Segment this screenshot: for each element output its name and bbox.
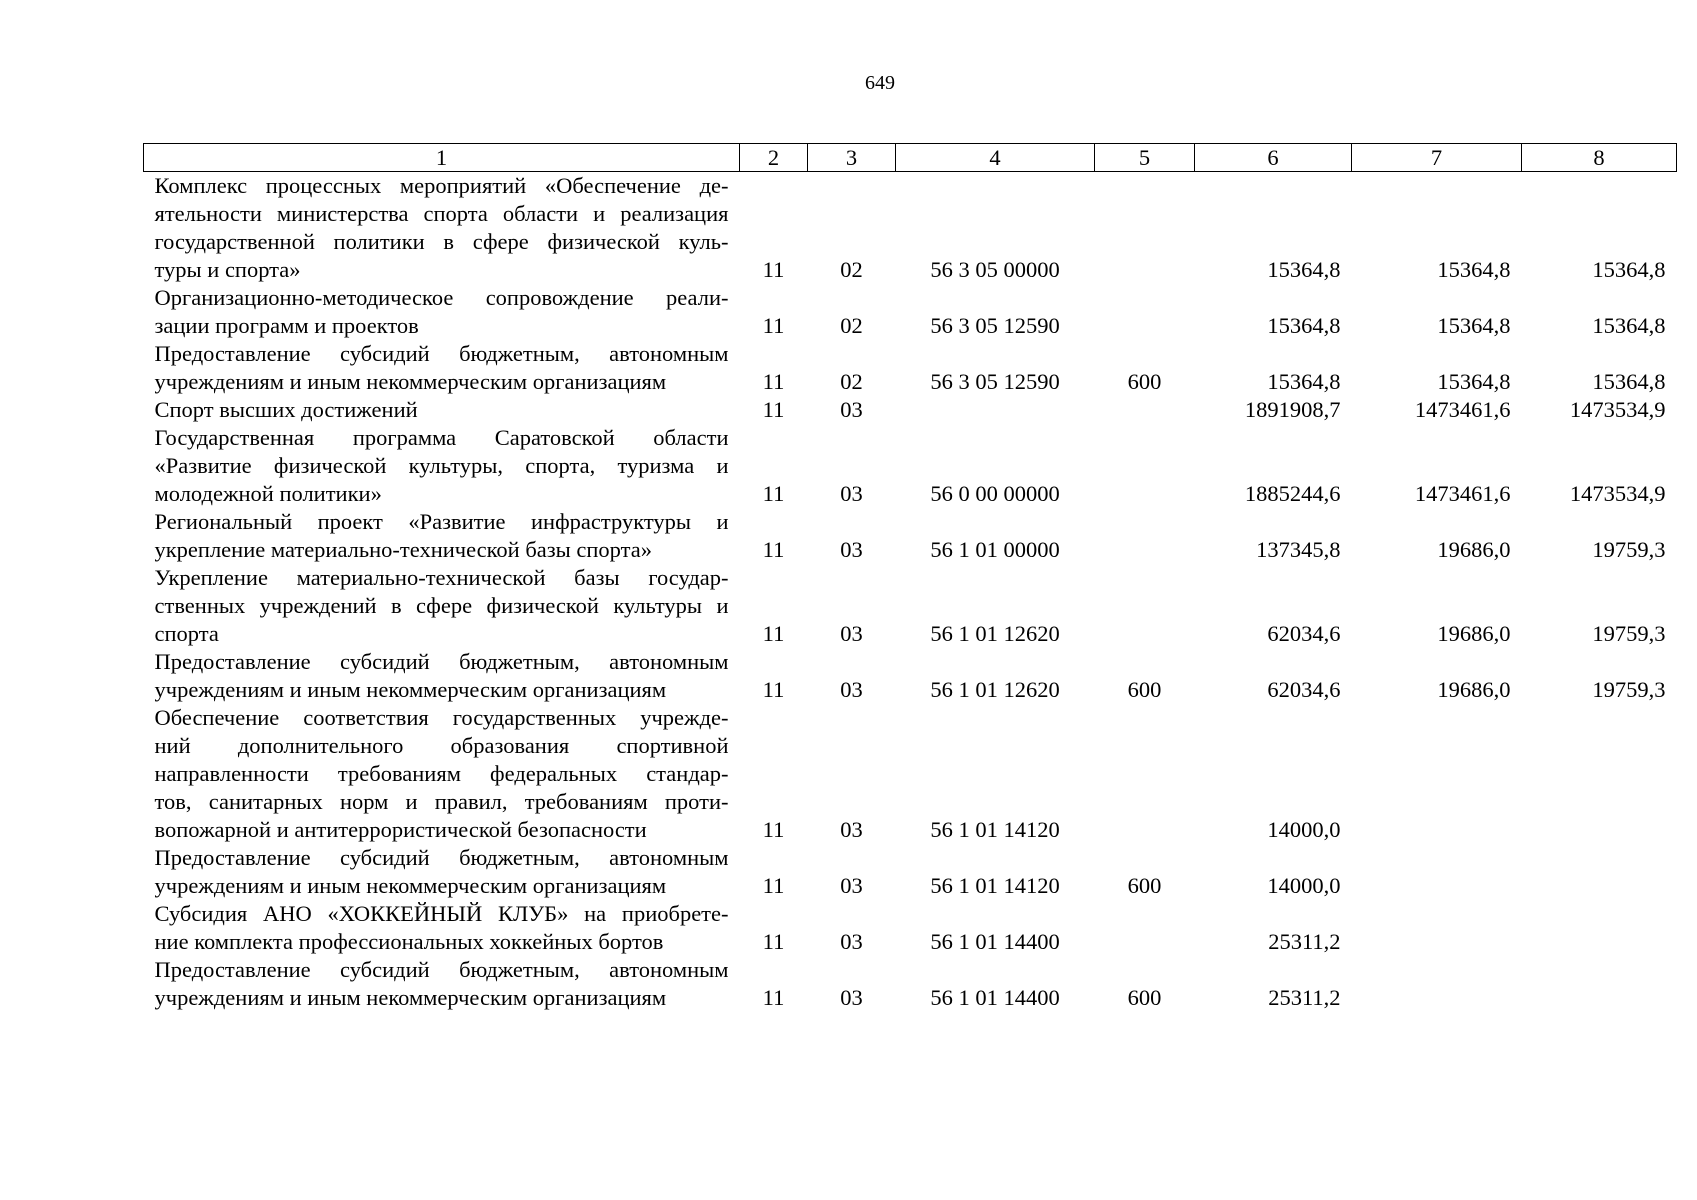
table-row	[144, 340, 1677, 396]
name-line: Предоставление субсидий бюджетным, автономным	[154, 957, 729, 982]
row-target-article: 56 3 05 12590	[930, 313, 1060, 338]
row-amount-col6: 1885244,6	[1244, 481, 1341, 506]
name-line: учреждениям и иным некоммерческим организациям	[154, 985, 667, 1010]
row-expense-type: 600	[1127, 985, 1162, 1010]
row-subsection: 02	[840, 313, 863, 338]
row-subsection: 03	[840, 873, 863, 898]
table-row	[144, 704, 1677, 844]
row-amount-col8	[1522, 704, 1677, 844]
table-header	[144, 144, 1677, 172]
row-expense-type	[1095, 704, 1195, 844]
table-row	[144, 396, 1677, 424]
name-line: укрепление материально-технической базы спорта»	[154, 537, 652, 562]
row-amount-col7: 19686,0	[1437, 621, 1511, 646]
row-amount-col6: 15364,8	[1267, 257, 1341, 282]
budget-table	[143, 143, 1677, 1012]
row-expense-type	[1095, 900, 1195, 956]
row-section: 11	[762, 481, 785, 506]
row-subsection: 03	[840, 537, 863, 562]
row-amount-col8: 15364,8	[1592, 369, 1666, 394]
name-line: ние комплекта профессиональных хоккейных бортов	[154, 929, 664, 954]
name-line: вопожарной и антитеррористической безопасности	[154, 817, 647, 842]
name-line: ственных учреждений в сфере физической культуры и	[154, 593, 729, 618]
name-line: «Развитие физической культуры, спорта, туризма и	[154, 453, 729, 478]
header-col-1: 1	[144, 144, 740, 172]
name-line: Субсидия АНО «ХОККЕЙНЫЙ КЛУБ» на приобрете-	[154, 901, 729, 926]
row-amount-col6: 137345,8	[1256, 537, 1341, 562]
row-section: 11	[762, 817, 785, 842]
name-line: ятельности министерства спорта области и реализация	[154, 201, 729, 226]
name-line: учреждениям и иным некоммерческим организациям	[154, 873, 667, 898]
header-col-3: 3	[808, 144, 896, 172]
row-subsection: 03	[840, 985, 863, 1010]
row-amount-col6: 15364,8	[1267, 369, 1341, 394]
header-col-8: 8	[1522, 144, 1677, 172]
row-amount-col8	[1522, 844, 1677, 900]
row-expense-type	[1095, 424, 1195, 508]
row-expense-type	[1095, 508, 1195, 564]
row-subsection: 03	[840, 397, 863, 422]
header-col-2: 2	[740, 144, 808, 172]
name-line: Спорт высших достижений	[154, 397, 418, 422]
row-section: 11	[762, 873, 785, 898]
row-amount-col6: 62034,6	[1267, 677, 1341, 702]
row-name	[144, 424, 740, 508]
table-row	[144, 284, 1677, 340]
table-row	[144, 900, 1677, 956]
row-amount-col6: 14000,0	[1267, 817, 1341, 842]
name-line: Обеспечение соответствия государственных учрежде-	[154, 705, 729, 730]
header-col-6: 6	[1195, 144, 1352, 172]
row-amount-col8	[1522, 956, 1677, 1012]
row-section: 11	[762, 257, 785, 282]
row-expense-type: 600	[1127, 873, 1162, 898]
table-row	[144, 564, 1677, 648]
row-amount-col7: 15364,8	[1437, 313, 1511, 338]
row-name	[144, 956, 740, 1012]
name-line: Предоставление субсидий бюджетным, автономным	[154, 341, 729, 366]
row-amount-col7	[1352, 900, 1522, 956]
name-line: Комплекс процессных мероприятий «Обеспечение де-	[154, 173, 729, 198]
name-line: учреждениям и иным некоммерческим организациям	[154, 369, 667, 394]
row-amount-col6: 62034,6	[1267, 621, 1341, 646]
table-row	[144, 844, 1677, 900]
row-target-article	[896, 396, 1095, 424]
row-amount-col6: 25311,2	[1268, 929, 1341, 954]
name-line: направленности требованиям федеральных стандар-	[154, 761, 729, 786]
row-amount-col7: 1473461,6	[1414, 397, 1511, 422]
row-target-article: 56 3 05 00000	[930, 257, 1060, 282]
row-name	[144, 648, 740, 704]
table-row	[144, 172, 1677, 285]
row-subsection: 02	[840, 369, 863, 394]
row-target-article: 56 1 01 14400	[930, 929, 1060, 954]
row-section: 11	[762, 621, 785, 646]
row-target-article: 56 1 01 12620	[930, 621, 1060, 646]
row-subsection: 03	[840, 481, 863, 506]
name-line: тов, санитарных норм и правил, требованиям проти-	[154, 789, 729, 814]
row-name	[144, 508, 740, 564]
row-expense-type	[1095, 564, 1195, 648]
table-row	[144, 424, 1677, 508]
row-section: 11	[762, 537, 785, 562]
name-line: молодежной политики»	[154, 481, 382, 506]
row-subsection: 03	[840, 621, 863, 646]
row-amount-col8: 15364,8	[1592, 257, 1666, 282]
row-section: 11	[762, 929, 785, 954]
row-target-article: 56 1 01 14120	[930, 873, 1060, 898]
row-expense-type: 600	[1127, 677, 1162, 702]
row-amount-col8: 15364,8	[1592, 313, 1666, 338]
row-amount-col8	[1522, 900, 1677, 956]
header-col-5: 5	[1095, 144, 1195, 172]
table-row	[144, 956, 1677, 1012]
row-name	[144, 704, 740, 844]
name-line: туры и спорта»	[154, 257, 301, 282]
row-amount-col7: 1473461,6	[1414, 481, 1511, 506]
header-col-7: 7	[1352, 144, 1522, 172]
name-line: спорта	[154, 621, 219, 646]
row-expense-type	[1095, 284, 1195, 340]
row-amount-col7: 15364,8	[1437, 369, 1511, 394]
name-line: учреждениям и иным некоммерческим организациям	[154, 677, 667, 702]
name-line: Организационно-методическое сопровождение реали-	[154, 285, 729, 310]
row-name	[144, 564, 740, 648]
page-number: 649	[865, 72, 895, 94]
row-target-article: 56 0 00 00000	[930, 481, 1060, 506]
row-amount-col7: 19686,0	[1437, 537, 1511, 562]
row-target-article: 56 1 01 14400	[930, 985, 1060, 1010]
row-name	[144, 284, 740, 340]
row-amount-col7: 15364,8	[1437, 257, 1511, 282]
name-line: ний дополнительного образования спортивной	[154, 733, 729, 758]
table-row	[144, 508, 1677, 564]
row-section: 11	[762, 369, 785, 394]
row-amount-col6: 14000,0	[1267, 873, 1341, 898]
name-line: Предоставление субсидий бюджетным, автономным	[154, 845, 729, 870]
row-section: 11	[762, 677, 785, 702]
row-amount-col8: 19759,3	[1592, 537, 1666, 562]
row-expense-type	[1095, 172, 1195, 285]
row-amount-col6: 1891908,7	[1244, 397, 1341, 422]
name-line: Укрепление материально-технической базы государ-	[154, 565, 729, 590]
row-name	[144, 900, 740, 956]
name-line: зации программ и проектов	[154, 313, 419, 338]
row-target-article: 56 1 01 14120	[930, 817, 1060, 842]
row-amount-col7	[1352, 844, 1522, 900]
name-line: государственной политики в сфере физической куль-	[154, 229, 729, 254]
row-name	[144, 844, 740, 900]
row-subsection: 02	[840, 257, 863, 282]
row-amount-col6: 15364,8	[1267, 313, 1341, 338]
table-body	[144, 172, 1677, 1013]
header-col-4: 4	[896, 144, 1095, 172]
row-target-article: 56 3 05 12590	[930, 369, 1060, 394]
row-amount-col8: 19759,3	[1592, 677, 1666, 702]
row-name	[144, 340, 740, 396]
name-line: Предоставление субсидий бюджетным, автономным	[154, 649, 729, 674]
row-name	[144, 172, 740, 285]
row-target-article: 56 1 01 00000	[930, 537, 1060, 562]
name-line: Региональный проект «Развитие инфраструктуры и	[154, 509, 729, 534]
row-subsection: 03	[840, 929, 863, 954]
row-section: 11	[762, 313, 785, 338]
row-amount-col7	[1352, 704, 1522, 844]
row-expense-type: 600	[1127, 369, 1162, 394]
row-amount-col8: 19759,3	[1592, 621, 1666, 646]
row-amount-col8: 1473534,9	[1569, 397, 1666, 422]
row-name	[144, 396, 740, 424]
row-section: 11	[762, 397, 785, 422]
row-target-article: 56 1 01 12620	[930, 677, 1060, 702]
name-line: Государственная программа Саратовской области	[154, 425, 729, 450]
row-amount-col8: 1473534,9	[1569, 481, 1666, 506]
row-amount-col7: 19686,0	[1437, 677, 1511, 702]
row-subsection: 03	[840, 677, 863, 702]
row-section: 11	[762, 985, 785, 1010]
row-amount-col7	[1352, 956, 1522, 1012]
row-expense-type	[1095, 396, 1195, 424]
header-row	[144, 144, 1677, 172]
table-row	[144, 648, 1677, 704]
row-subsection: 03	[840, 817, 863, 842]
row-amount-col6: 25311,2	[1268, 985, 1341, 1010]
